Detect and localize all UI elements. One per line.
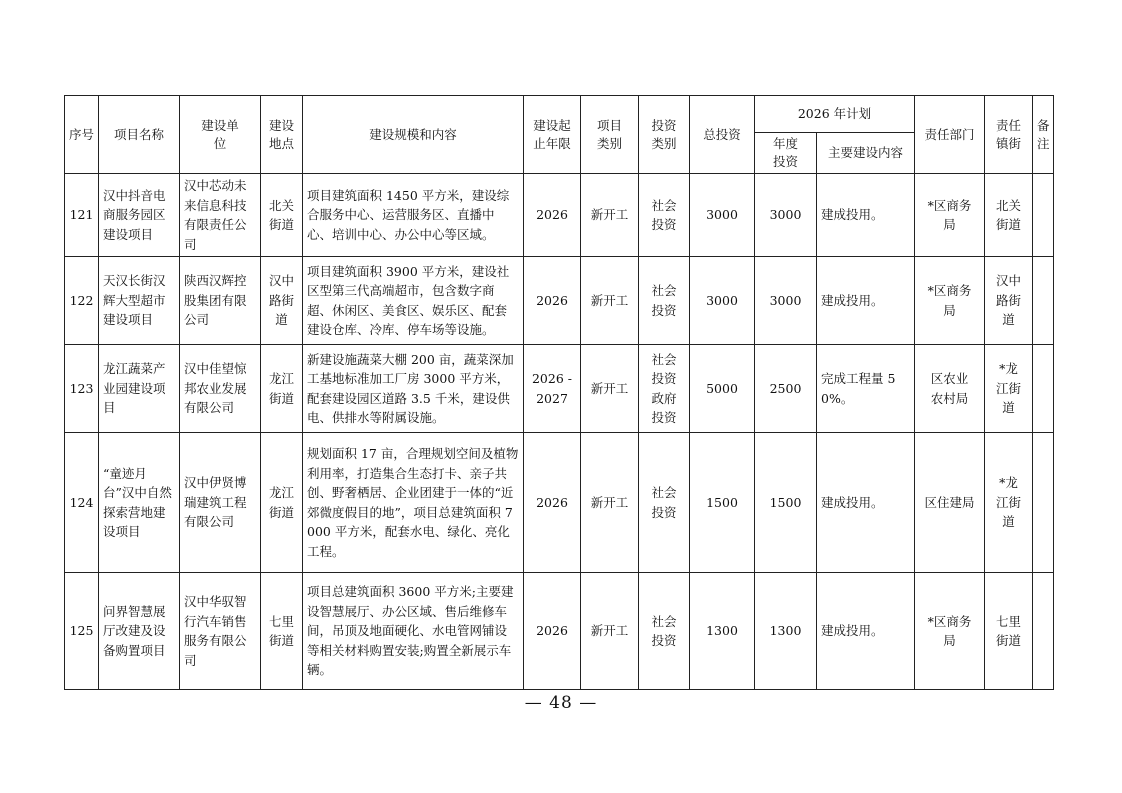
header-unit: 建设单位 [180, 96, 261, 174]
cell-investment-type: 社会投资 [639, 573, 690, 690]
cell-main-content: 建成投用。 [817, 433, 915, 573]
cell-unit: 汉中佳望惊邦农业发展有限公司 [180, 345, 261, 433]
cell-total-investment: 1300 [690, 573, 755, 690]
cell-annual-investment: 3000 [755, 174, 817, 257]
cell-investment-type: 社会投资 [639, 174, 690, 257]
header-seq: 序号 [65, 96, 99, 174]
table-row [65, 257, 1054, 345]
header-total-investment: 总投资 [690, 96, 755, 174]
cell-unit: 汉中芯动未来信息科技有限责任公司 [180, 174, 261, 257]
cell-type: 新开工 [581, 345, 639, 433]
cell-type: 新开工 [581, 433, 639, 573]
cell-unit: 陕西汉辉控股集团有限公司 [180, 257, 261, 345]
cell-street: 汉中路街道 [985, 257, 1033, 345]
cell-remarks [1033, 573, 1054, 690]
cell-total-investment: 5000 [690, 345, 755, 433]
header-name: 项目名称 [99, 96, 180, 174]
cell-period: 2026 [524, 573, 581, 690]
cell-location: 七里街道 [261, 573, 303, 690]
cell-unit: 汉中华驭智行汽车销售服务有限公司 [180, 573, 261, 690]
cell-name: 天汉长街汉辉大型超市建设项目 [99, 257, 180, 345]
header-investment-type: 投资类别 [639, 96, 690, 174]
cell-type: 新开工 [581, 573, 639, 690]
project-table [64, 95, 1054, 690]
cell-department: *区商务局 [915, 257, 985, 345]
cell-street: *龙江街道 [985, 433, 1033, 573]
cell-location: 龙江街道 [261, 345, 303, 433]
cell-remarks [1033, 257, 1054, 345]
cell-seq: 125 [65, 573, 99, 690]
cell-name: “童迹月台”汉中自然探索营地建设项目 [99, 433, 180, 573]
cell-remarks [1033, 433, 1054, 573]
cell-seq: 123 [65, 345, 99, 433]
cell-remarks [1033, 345, 1054, 433]
cell-street: 七里街道 [985, 573, 1033, 690]
cell-annual-investment: 2500 [755, 345, 817, 433]
cell-seq: 124 [65, 433, 99, 573]
cell-street: 北关街道 [985, 174, 1033, 257]
cell-department: 区农业农村局 [915, 345, 985, 433]
cell-type: 新开工 [581, 174, 639, 257]
cell-unit: 汉中伊贤博瑞建筑工程有限公司 [180, 433, 261, 573]
cell-street: *龙江街道 [985, 345, 1033, 433]
cell-total-investment: 3000 [690, 257, 755, 345]
header-annual-investment: 年度投资 [755, 133, 817, 174]
cell-department: *区商务局 [915, 573, 985, 690]
cell-name: 问界智慧展厅改建及设备购置项目 [99, 573, 180, 690]
cell-main-content: 建成投用。 [817, 573, 915, 690]
cell-department: 区住建局 [915, 433, 985, 573]
cell-scale: 新建设施蔬菜大棚 200 亩，蔬菜深加工基地标准加工厂房 3000 平方米，配套建设园区道路 3.5 千米，建设供电、供排水等附属设施。 [303, 345, 524, 433]
cell-period: 2026 [524, 257, 581, 345]
cell-investment-type: 社会投资政府投资 [639, 345, 690, 433]
header-plan-group: 2026 年计划 [755, 96, 915, 133]
cell-period: 2026 [524, 174, 581, 257]
page-number: — 48 — [524, 693, 598, 713]
table-row [65, 345, 1054, 433]
cell-period: 2026 [524, 433, 581, 573]
cell-main-content: 建成投用。 [817, 174, 915, 257]
cell-name: 汉中抖音电商服务园区建设项目 [99, 174, 180, 257]
cell-name: 龙江蔬菜产业园建设项目 [99, 345, 180, 433]
cell-location: 北关街道 [261, 174, 303, 257]
cell-seq: 121 [65, 174, 99, 257]
cell-main-content: 建成投用。 [817, 257, 915, 345]
cell-annual-investment: 1500 [755, 433, 817, 573]
header-main-content: 主要建设内容 [817, 133, 915, 174]
cell-annual-investment: 3000 [755, 257, 817, 345]
cell-scale: 规划面积 17 亩，合理规划空间及植物利用率，打造集合生态打卡、亲子共创、野奢栖居、企业团建于一体的“近郊微度假目的地”，项目总建筑面积 7000 平方米，配套水电、绿化、亮化工程。 [303, 433, 524, 573]
cell-type: 新开工 [581, 257, 639, 345]
cell-seq: 122 [65, 257, 99, 345]
header-remarks: 备注 [1033, 96, 1054, 174]
header-location: 建设地点 [261, 96, 303, 174]
cell-location: 汉中路街道 [261, 257, 303, 345]
cell-annual-investment: 1300 [755, 573, 817, 690]
cell-period: 2026 - 2027 [524, 345, 581, 433]
cell-department: *区商务局 [915, 174, 985, 257]
header-type: 项目类别 [581, 96, 639, 174]
table-row [65, 433, 1054, 573]
cell-scale: 项目建筑面积 3900 平方米，建设社区型第三代高端超市，包含数字商超、休闲区、美食区、娱乐区、配套建设仓库、冷库、停车场等设施。 [303, 257, 524, 345]
cell-main-content: 完成工程量 50%。 [817, 345, 915, 433]
header-street: 责任镇街 [985, 96, 1033, 174]
table-row [65, 174, 1054, 257]
cell-total-investment: 3000 [690, 174, 755, 257]
cell-investment-type: 社会投资 [639, 433, 690, 573]
table-row [65, 573, 1054, 690]
header-department: 责任部门 [915, 96, 985, 174]
cell-location: 龙江街道 [261, 433, 303, 573]
header-scale: 建设规模和内容 [303, 96, 524, 174]
cell-scale: 项目建筑面积 1450 平方米，建设综合服务中心、运营服务区、直播中心、培训中心、办公中心等区域。 [303, 174, 524, 257]
cell-investment-type: 社会投资 [639, 257, 690, 345]
header-period: 建设起止年限 [524, 96, 581, 174]
cell-total-investment: 1500 [690, 433, 755, 573]
cell-scale: 项目总建筑面积 3600 平方米;主要建设智慧展厅、办公区域、售后维修车间，吊顶及地面硬化、水电管网铺设等相关材料购置安装;购置全新展示车辆。 [303, 573, 524, 690]
cell-remarks [1033, 174, 1054, 257]
